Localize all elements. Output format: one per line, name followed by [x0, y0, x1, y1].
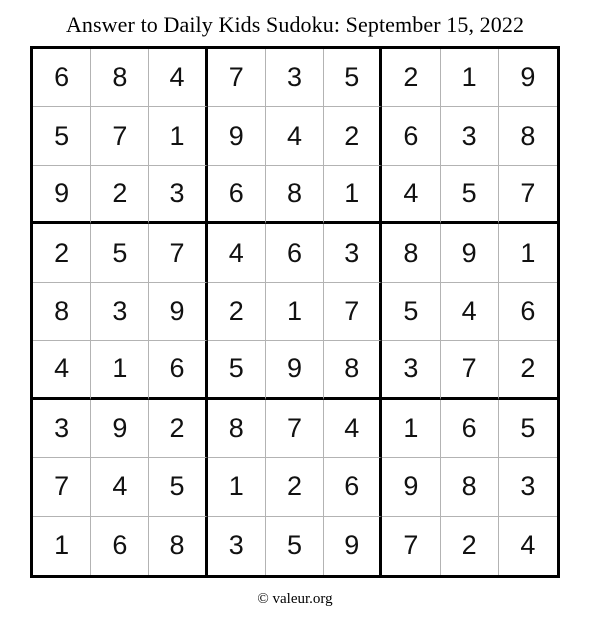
sudoku-cell: 5 [382, 283, 440, 341]
sudoku-cell: 2 [91, 166, 149, 224]
sudoku-cell: 8 [91, 49, 149, 107]
sudoku-cell: 1 [149, 107, 207, 165]
sudoku-cell: 4 [520, 530, 536, 561]
sudoku-cell: 8 [33, 283, 91, 341]
sudoku-cell: 3 [149, 166, 207, 224]
sudoku-cell: 9 [266, 341, 324, 399]
sudoku-cell: 9 [499, 49, 557, 107]
sudoku-cell: 3 [266, 49, 324, 107]
sudoku-cell: 7 [441, 341, 499, 399]
sudoku-cell: 3 [33, 400, 91, 458]
copyright-footer: © valeur.org [257, 591, 333, 607]
sudoku-cell: 2 [266, 458, 324, 516]
sudoku-cell: 1 [33, 517, 91, 575]
sudoku-cell: 4 [382, 166, 440, 224]
sudoku-cell: 6 [266, 224, 324, 282]
sudoku-cell: 8 [149, 517, 207, 575]
sudoku-cell: 1 [208, 458, 266, 516]
sudoku-cell: 9 [33, 166, 91, 224]
sudoku-cell: 8 [382, 224, 440, 282]
sudoku-cell: 3 [382, 341, 440, 399]
sudoku-cell: 5 [324, 49, 382, 107]
sudoku-cell: 3 [208, 517, 266, 575]
sudoku-cell: 9 [91, 400, 149, 458]
sudoku-cell: 5 [441, 166, 499, 224]
sudoku-cell: 1 [382, 400, 440, 458]
sudoku-cell: 2 [324, 107, 382, 165]
sudoku-cell: 9 [149, 283, 207, 341]
sudoku-cell: 1 [499, 224, 557, 282]
sudoku-cell: 9 [382, 458, 440, 516]
sudoku-cell: 6 [324, 458, 382, 516]
sudoku-cell: 3 [91, 283, 149, 341]
sudoku-cell: 7 [149, 224, 207, 282]
sudoku-cell: 7 [91, 107, 149, 165]
sudoku-cell: 4 [91, 458, 149, 516]
sudoku-cell: 9 [324, 517, 382, 575]
sudoku-cell: 7 [324, 283, 382, 341]
sudoku-cell: 8 [208, 400, 266, 458]
sudoku-cell: 3 [441, 107, 499, 165]
sudoku-cell: 4 [33, 341, 91, 399]
sudoku-cell: 6 [149, 341, 207, 399]
sudoku-grid [30, 46, 560, 578]
sudoku-cell: 8 [441, 458, 499, 516]
sudoku-cell: 7 [499, 166, 557, 224]
sudoku-cell: 1 [441, 49, 499, 107]
sudoku-cell: 7 [266, 400, 324, 458]
sudoku-cell: 4 [208, 224, 266, 282]
sudoku-cell: 8 [499, 107, 557, 165]
sudoku-cell: 1 [91, 341, 149, 399]
sudoku-cell: 4 [441, 283, 499, 341]
sudoku-cell: 7 [33, 458, 91, 516]
sudoku-cell: 5 [208, 341, 266, 399]
sudoku-cell: 5 [149, 458, 207, 516]
sudoku-cell: 4 [324, 400, 382, 458]
sudoku-cell: 6 [499, 283, 557, 341]
sudoku-cell: 1 [266, 283, 324, 341]
page-title: Answer to Daily Kids Sudoku: September 15, 2022 [65, 12, 525, 37]
sudoku-cell: 3 [499, 458, 557, 516]
sudoku-cell: 6 [33, 49, 91, 107]
sudoku-cell: 2 [382, 49, 440, 107]
sudoku-cell: 2 [208, 283, 266, 341]
sudoku-cell: 2 [499, 341, 557, 399]
sudoku-cell: 2 [33, 224, 91, 282]
sudoku-cell: 3 [324, 224, 382, 282]
sudoku-cell: 4 [149, 49, 207, 107]
sudoku-cell: 8 [324, 341, 382, 399]
sudoku-cell: 6 [91, 517, 149, 575]
sudoku-cell: 9 [441, 224, 499, 282]
sudoku-cell: 8 [266, 166, 324, 224]
sudoku-cell: 4 [266, 107, 324, 165]
sudoku-cell: 6 [441, 400, 499, 458]
sudoku-cell: 1 [324, 166, 382, 224]
sudoku-cell: 9 [208, 107, 266, 165]
sudoku-cell: 6 [208, 166, 266, 224]
sudoku-cell: 5 [33, 107, 91, 165]
sudoku-cell: 5 [91, 224, 149, 282]
sudoku-cell: 7 [208, 49, 266, 107]
sudoku-cell: 2 [149, 400, 207, 458]
sudoku-cell: 5 [499, 400, 557, 458]
sudoku-cell: 7 [382, 517, 440, 575]
sudoku-cell: 5 [266, 517, 324, 575]
sudoku-cell: 6 [382, 107, 440, 165]
sudoku-cell: 2 [441, 517, 499, 575]
